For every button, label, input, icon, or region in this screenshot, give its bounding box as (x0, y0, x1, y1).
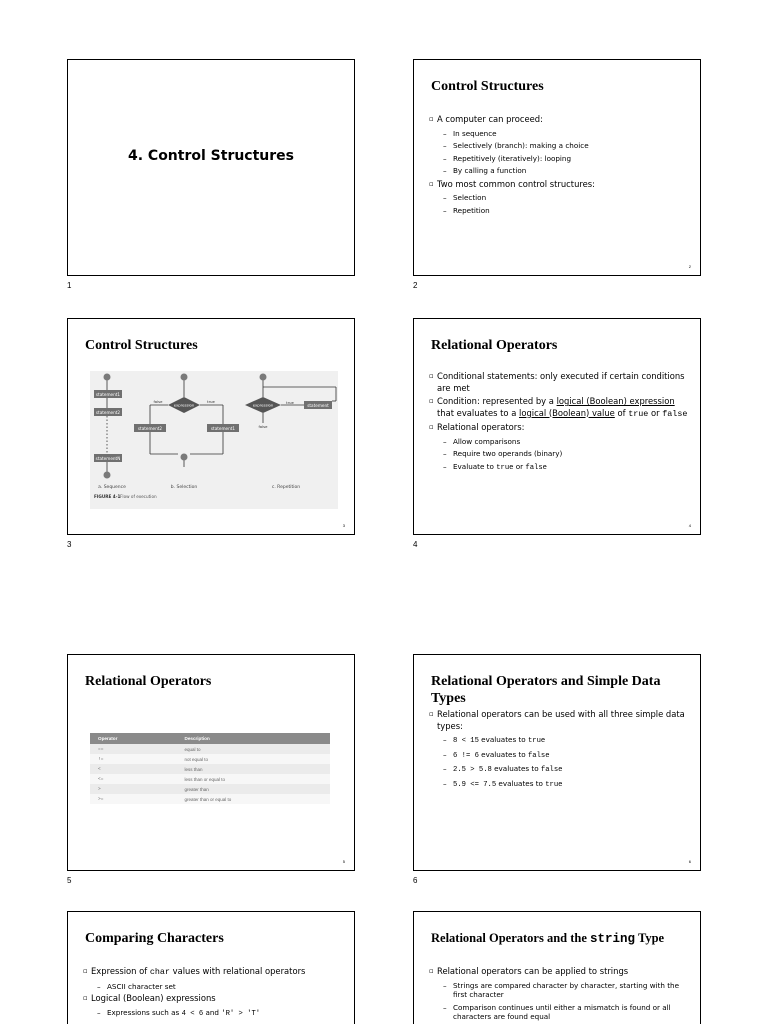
page-number: 4 (413, 540, 418, 549)
slide-body (83, 964, 342, 1019)
selection-box-label: statement1 (210, 426, 236, 431)
start-node (104, 374, 111, 381)
bullet: ▫ Relational operators can be applied to strings (429, 966, 688, 978)
page-number: 1 (67, 281, 72, 290)
page-number: 3 (67, 540, 72, 549)
decision-label: expression (173, 402, 195, 408)
page-number: 5 (67, 876, 72, 885)
page-number: 6 (413, 876, 418, 885)
bullet: ▫ A computer can proceed: (429, 114, 688, 126)
bullet: ▫ Relational operators can be used with all three simple data types: (429, 709, 688, 732)
false-branch-label: false (258, 424, 268, 429)
sub-bullet: – Require two operands (binary) (429, 449, 688, 459)
table-row: < less than (90, 764, 330, 774)
slide-footer-number: 4 (688, 523, 691, 528)
flow-of-execution-figure (90, 371, 338, 509)
decision-label: expression (252, 402, 274, 408)
table-row: >= greater than or equal to (90, 794, 330, 804)
figure-label: c. Repetition (271, 485, 301, 490)
selection-box-label: statement2 (137, 426, 163, 431)
slide-title: Relational Operators and Simple Data Types (431, 674, 661, 706)
bullet: ▫ Expression of char values with relational operators (83, 966, 342, 979)
slide-title: 4. Control Structures (127, 148, 295, 164)
figure-label: a. Sequence (98, 485, 126, 490)
table-header: Description (177, 733, 330, 744)
sub-bullet: – Repetition (429, 206, 688, 216)
sub-bullet: – 2.5 > 5.8 evaluates to false (429, 764, 688, 776)
start-node (260, 374, 267, 381)
slide-4 (413, 318, 701, 535)
sub-bullet: – Expressions such as 4 < 6 and 'R' > 'T' (83, 1008, 342, 1020)
sequence-box-label: statementN (95, 456, 121, 461)
sub-bullet: – Strings are compared character by character, starting with the first character (429, 981, 688, 1000)
table-row: != not equal to (90, 754, 330, 764)
slide-footer-number: 6 (688, 859, 691, 864)
false-branch-label: false (153, 399, 163, 404)
slide-body (429, 964, 688, 1022)
slide-footer-number: 2 (688, 264, 691, 269)
figure-label: b. Selection (170, 485, 198, 490)
slide-1 (67, 59, 355, 276)
table-header: Operator (90, 733, 177, 744)
sub-bullet: – ASCII character set (83, 982, 342, 992)
slide-footer-number: 3 (342, 523, 345, 528)
bullet: ▫ Condition: represented by a logical (Boolean) expression that evaluates to a logical (Boolean) value of true or false (429, 396, 688, 420)
sub-bullet: – Selectively (branch): making a choice (429, 141, 688, 151)
sub-bullet: – Repetitively (iteratively): looping (429, 154, 688, 164)
bullet: ▫ Conditional statements: only executed if certain conditions are met (429, 371, 688, 394)
figure-caption-number: FIGURE 4-1 (94, 494, 121, 499)
sequence-box-label: statement1 (95, 392, 121, 397)
join-node (181, 454, 188, 461)
sub-bullet: – 5.9 <= 7.5 evaluates to true (429, 779, 688, 791)
end-node (104, 472, 111, 479)
sequence-box-label: statement2 (95, 410, 121, 415)
slide-body (429, 112, 688, 215)
true-branch-label: true (286, 400, 294, 405)
slide-title: Relational Operators (85, 674, 212, 689)
sub-bullet: – Allow comparisons (429, 437, 688, 447)
slide-5 (67, 654, 355, 871)
true-branch-label: true (207, 399, 215, 404)
slide-7 (67, 911, 355, 1024)
slide-3 (67, 318, 355, 535)
slide-body (429, 707, 688, 790)
sub-bullet: – 6 != 6 evaluates to false (429, 750, 688, 762)
sub-bullet: – By calling a function (429, 166, 688, 176)
sub-bullet: – 8 < 15 evaluates to true (429, 735, 688, 747)
relational-operators-table (90, 733, 330, 804)
slide-8 (413, 911, 701, 1024)
sub-bullet: – Evaluate to true or false (429, 462, 688, 474)
start-node (181, 374, 188, 381)
bullet: ▫ Two most common control structures: (429, 179, 688, 191)
table-row: > greater than (90, 784, 330, 794)
table-row: == equal to (90, 744, 330, 754)
slide-title: Control Structures (85, 338, 198, 353)
bullet: ▫ Relational operators: (429, 422, 688, 434)
sub-bullet: – Comparison continues until either a mismatch is found or all characters are found equal (429, 1003, 688, 1022)
table-row: <= less than or equal to (90, 774, 330, 784)
sub-bullet: – In sequence (429, 129, 688, 139)
page-number: 2 (413, 281, 418, 290)
slide-2 (413, 59, 701, 276)
slide-body (429, 369, 688, 473)
slide-title: Relational Operators (431, 338, 558, 353)
slide-title: Comparing Characters (85, 931, 224, 946)
slide-6 (413, 654, 701, 871)
repetition-box-label: statement (307, 403, 329, 408)
bullet: ▫ Logical (Boolean) expressions (83, 993, 342, 1005)
slide-title: Relational Operators and the string Type (431, 931, 665, 946)
slide-footer-number: 5 (342, 859, 345, 864)
sub-bullet: – Selection (429, 193, 688, 203)
slide-title: Control Structures (431, 79, 544, 94)
figure-caption: Flow of execution (120, 494, 157, 499)
